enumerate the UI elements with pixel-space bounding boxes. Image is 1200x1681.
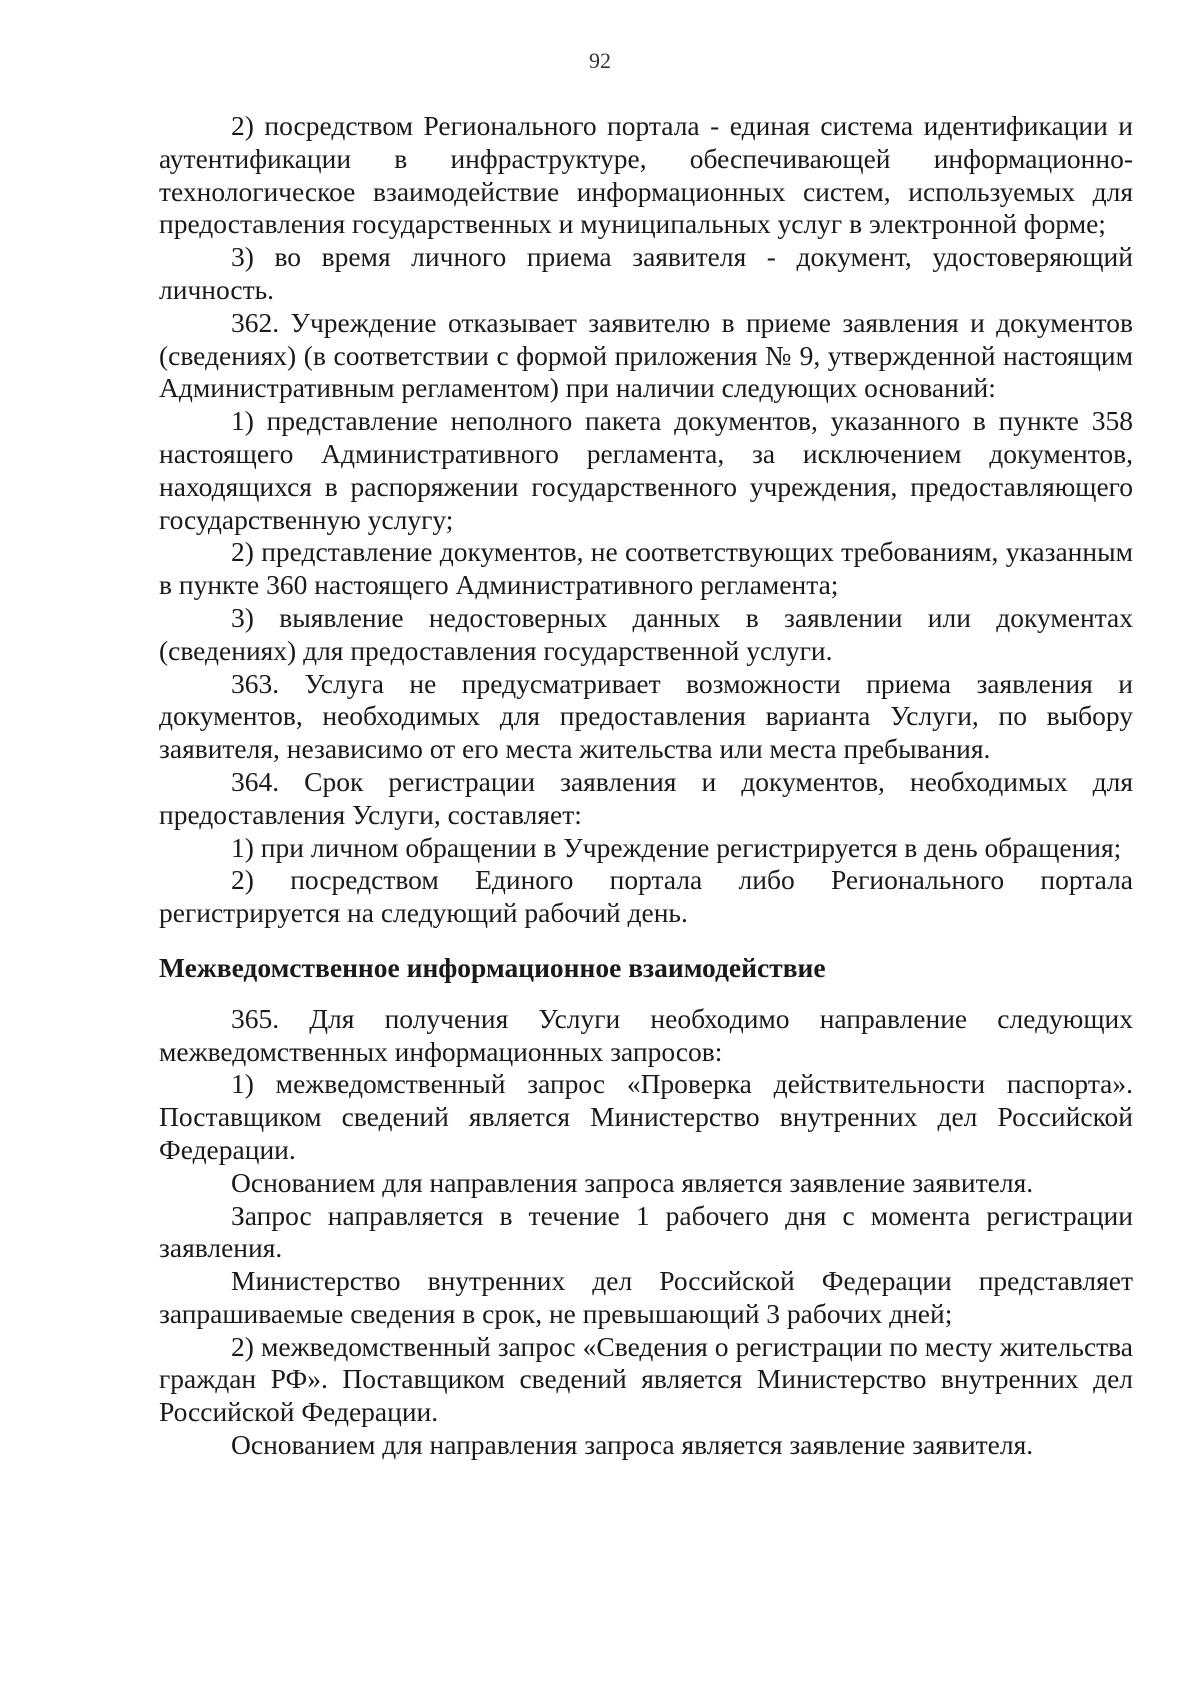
paragraph-365-interagency-requests: 365. Для получения Услуги необходимо направление следующих межведомственных информационных запросов: <box>159 1002 1133 1067</box>
paragraph-personal-reception: 3) во время личного приема заявителя - документ, удостоверяющий личность. <box>159 241 1133 305</box>
paragraph-refusal-reason-3: 3) выявление недостоверных данных в заявлении или документах (сведениях) для предоставления государственной услуги. <box>159 601 1133 666</box>
paragraph-response-term: Министерство внутренних дел Российской Федерации представляет запрашиваемые сведения в срок, не превышающий 3 рабочих дней; <box>159 1265 1133 1329</box>
paragraph-request-basis-1: Основанием для направления запроса является заявление заявителя. <box>231 1166 1034 1198</box>
paragraph-refusal-reason-1: 1) представление неполного пакета документов, указанного в пункте 358 настоящего Административного регламента, за исключением документов, находящихся в распоряжении государственного учреждения, предоставляющего государственную услугу; <box>159 405 1133 535</box>
paragraph-registration-in-person: 1) при личном обращении в Учреждение регистрируется в день обращения; <box>231 831 1122 863</box>
paragraph-request-timing: Запрос направляется в течение 1 рабочего дня с момента регистрации заявления. <box>159 1199 1133 1264</box>
section-heading: Межведомственное информационное взаимодействие <box>159 951 826 983</box>
paragraph-362-refusal: 362. Учреждение отказывает заявителю в приеме заявления и документов (сведениях) (в соответствии с формой приложения № 9, утвержденной настоящим Административным регламентом) при наличии следующих оснований: <box>159 306 1133 404</box>
paragraph-registration-online: 2) посредством Единого портала либо Регионального портала регистрируется на следующий рабочий день. <box>159 864 1133 929</box>
paragraph-residence-registration-request: 2) межведомственный запрос «Сведения о регистрации по месту жительства граждан РФ». Поставщиком сведений является Министерство внутренних дел Российской Федерации. <box>159 1330 1133 1428</box>
paragraph-passport-check-request: 1) межведомственный запрос «Проверка действительности паспорта». Поставщиком сведений является Министерство внутренних дел Российской Федерации. <box>159 1068 1133 1165</box>
document-body <box>159 110 1133 1462</box>
paragraph-refusal-reason-2: 2) представление документов, не соответствующих требованиям, указанным в пункте 360 настоящего Административного регламента; <box>159 536 1133 601</box>
paragraph-363-no-extraterritorial: 363. Услуга не предусматривает возможности приема заявления и документов, необходимых для предоставления варианта Услуги, по выбору заявителя, независимо от его места жительства или места пребывания. <box>159 667 1133 765</box>
paragraph-364-registration-term: 364. Срок регистрации заявления и документов, необходимых для предоставления Услуги, составляет: <box>159 765 1133 830</box>
page-number: 92 <box>589 48 611 73</box>
paragraph-portal-identification: 2) посредством Регионального портала - единая система идентификации и аутентификации в инфраструктуре, обеспечивающей информационно-технологическое взаимодействие информационных систем, используемых для предоставления государственных и муниципальных услуг в электронной форме; <box>159 110 1133 240</box>
paragraph-request-basis-2: Основанием для направления запроса является заявление заявителя. <box>231 1429 1034 1461</box>
